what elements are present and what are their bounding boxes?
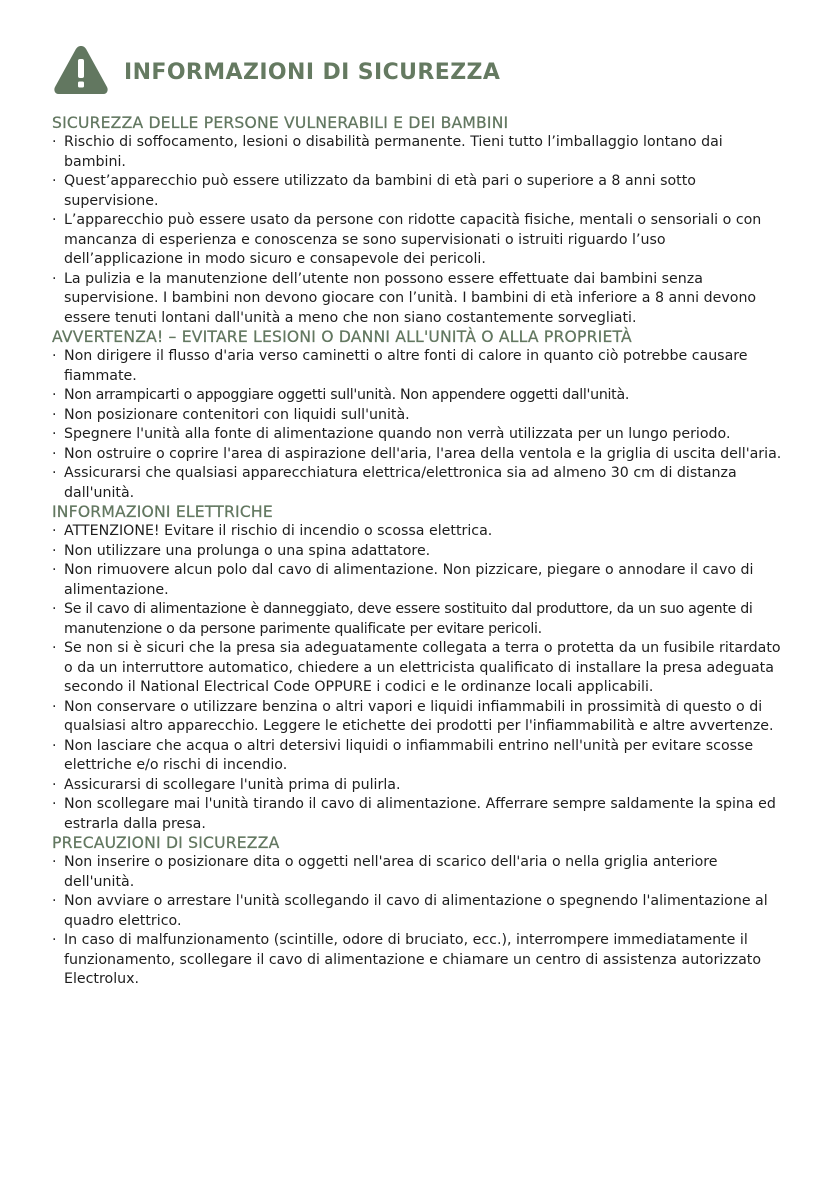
- list-item: · Non rimuovere alcun polo dal cavo di alimentazione. Non pizzicare, piegare o annodare il cavo di alimentazione.: [52, 562, 754, 598]
- section-title: SICUREZZA DELLE PERSONE VULNERABILI E DEI BAMBINI: [52, 114, 509, 132]
- section-safety-precautions: [52, 834, 782, 990]
- page-header: [52, 40, 782, 100]
- bullet-list: [52, 853, 782, 990]
- section-warning-injury: [52, 328, 782, 503]
- bullet-list: [52, 522, 782, 834]
- list-item: · Assicurarsi che qualsiasi apparecchiatura elettrica/elettronica sia ad almeno 30 cm di distanza dall'unità.: [52, 465, 737, 501]
- list-item: · Se il cavo di alimentazione è danneggiato, deve essere sostituito dal produttore, da un suo agente di manutenzione o da persone parimente qualificate per evitare pericoli.: [52, 601, 753, 637]
- list-item: · Se non si è sicuri che la presa sia adeguatamente collegata a terra o protetta da un fusibile ritardato o da un interruttore automatico, chiedere a un elettricista qualificato di installare la presa adeguata secondo il National Electrical Code OPPURE i codici e le ordinanze locali applicabili.: [52, 640, 781, 695]
- list-item: · La pulizia e la manutenzione dell’utente non possono essere effettuate dai bambini senza supervisione. I bambini non devono giocare con l’unità. I bambini di età inferiore a 8 anni devono essere tenuti lontani dall'unità a meno che non siano costantemente sorvegliati.: [52, 270, 757, 326]
- list-item: · Non lasciare che acqua o altri detersivi liquidi o infiammabili entrino nell'unità per evitare scosse elettriche e/o rischi di incendio.: [52, 737, 754, 773]
- warning-triangle-icon: [52, 43, 110, 97]
- list-item: · Assicurarsi di scollegare l'unità prima di pulirla.: [52, 776, 401, 793]
- list-item: · Non inserire o posizionare dita o oggetti nell'area di scarico dell'aria o nella griglia anteriore dell'unità.: [52, 854, 718, 890]
- bullet-list: [52, 133, 782, 328]
- list-item: · Non scollegare mai l'unità tirando il cavo di alimentazione. Afferrare sempre saldamente la spina ed estrarla dalla presa.: [52, 796, 776, 832]
- list-item: · Rischio di soffocamento, lesioni o disabilità permanente. Tieni tutto l’imballaggio lontano dai bambini.: [52, 134, 723, 170]
- section-vulnerable-persons: [52, 114, 782, 328]
- list-item: · Non utilizzare una prolunga o una spina adattatore.: [52, 542, 431, 559]
- section-title: INFORMAZIONI ELETTRICHE: [52, 503, 273, 521]
- bullet-list: [52, 347, 782, 503]
- list-item: · Non arrampicarti o appoggiare oggetti sull'unità. Non appendere oggetti dall'unità.: [52, 387, 630, 403]
- list-item: · Non ostruire o coprire l'area di aspirazione dell'aria, l'area della ventola e la griglia di uscita dell'aria.: [52, 445, 782, 462]
- list-item: · Quest’apparecchio può essere utilizzato da bambini di età pari o superiore a 8 anni sotto supervisione.: [52, 173, 696, 209]
- list-item: · In caso di malfunzionamento (scintille, odore di bruciato, ecc.), interrompere immediatamente il funzionamento, scollegare il cavo di alimentazione e chiamare un centro di assistenza autorizzato Electrolux.: [52, 932, 762, 987]
- list-item: · Non dirigere il flusso d'aria verso caminetti o altre fonti di calore in quanto ciò potrebbe causare fiammate.: [52, 348, 748, 384]
- list-item: · Non conservare o utilizzare benzina o altri vapori e liquidi infiammabili in prossimità di questo o di qualsiasi altro apparecchio. Leggere le etichette dei prodotti per l'infiammabilità e altre avvertenze.: [52, 698, 774, 734]
- section-title: AVVERTENZA! – EVITARE LESIONI O DANNI ALL'UNITÀ O ALLA PROPRIETÀ: [52, 328, 632, 346]
- section-title: PRECAUZIONI DI SICUREZZA: [52, 834, 280, 852]
- safety-page: [52, 40, 782, 990]
- list-item: · L’apparecchio può essere usato da persone con ridotte capacità fisiche, mentali o sensoriali o con mancanza di esperienza e conoscenza se sono supervisionati o istruiti riguardo l’uso dell’applicazione in modo sicuro e consapevole dei pericoli.: [52, 212, 762, 267]
- section-electrical-info: [52, 503, 782, 834]
- list-item: · Non avviare o arrestare l'unità scollegando il cavo di alimentazione o spegnendo l'alimentazione al quadro elettrico.: [52, 893, 768, 929]
- list-item: · Spegnere l'unità alla fonte di alimentazione quando non verrà utilizzata per un lungo periodo.: [52, 426, 731, 442]
- list-item: · Non posizionare contenitori con liquidi sull'unità.: [52, 406, 410, 423]
- list-item: · ATTENZIONE! Evitare il rischio di incendio o scossa elettrica.: [52, 523, 493, 539]
- page-title: INFORMAZIONI DI SICUREZZA: [124, 59, 501, 85]
